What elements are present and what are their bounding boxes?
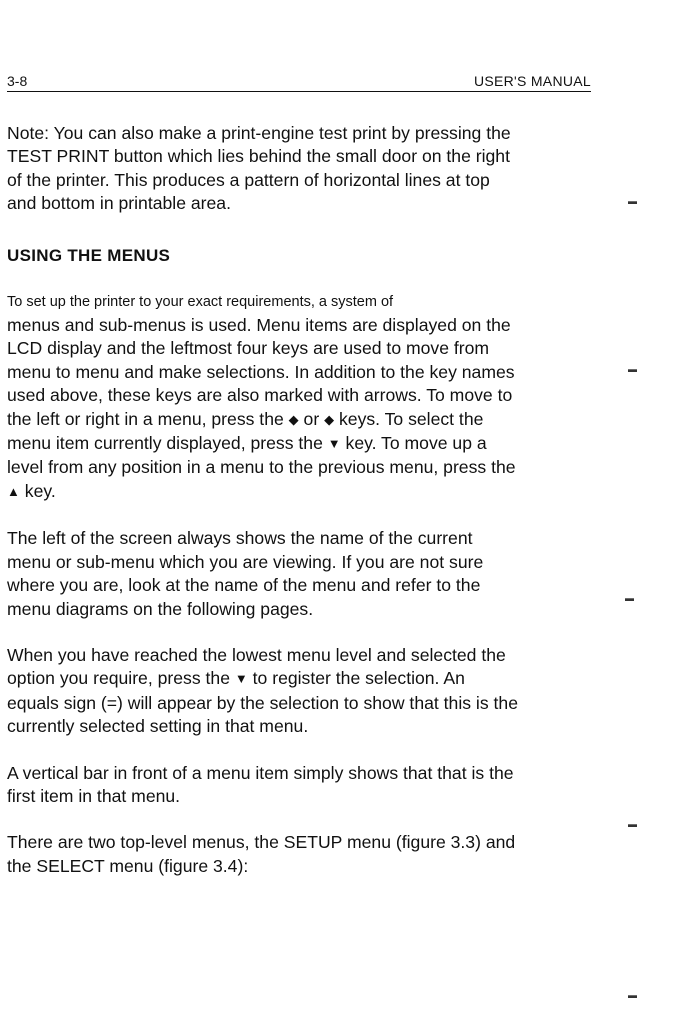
lowest-level-paragraph: When you have reached the lowest menu level and selected the option you require, press the ▼ to register the selection. An equals sign (=) will appear by the selection to show that this is the currently selected setting in that menu.: [7, 644, 518, 737]
scan-mark-icon: ▬: [628, 196, 637, 206]
scan-mark-icon: ▬: [628, 364, 637, 374]
section-heading: USING THE MENUS: [7, 245, 171, 265]
scan-mark-icon: ▬: [628, 819, 637, 829]
left-arrow-icon: ◆: [288, 411, 299, 427]
up-arrow-icon: ▲: [7, 483, 20, 499]
page-header: [7, 71, 591, 92]
note-paragraph: Note: You can also make a print-engine test print by pressing the TEST PRINT button which lies behind the small door on the right of the printer. This produces a pattern of horizontal lines at top and bottom in printable area.: [7, 123, 511, 214]
page-body: [7, 122, 607, 878]
scan-mark-icon: ▬: [625, 593, 634, 603]
menus-paragraph: To set up the printer to your exact requirements, a system of menus and sub-menus is used. Menu items are displayed on the LCD display and the leftmost four keys are used to move from menu to menu and make selections. In addition to the key names used above, these keys are also marked with arrows. To move to the left or right in a menu, press the ◆ or ◆ keys. To select the menu item currently displayed, press the ▼ key. To move up a level from any position in a menu to the previous menu, press the ▲ key.: [7, 293, 516, 501]
right-arrow-icon: ◆: [324, 411, 335, 427]
running-title: USER'S MANUAL: [473, 73, 591, 89]
screen-paragraph: The left of the screen always shows the name of the current menu or sub-menu which you are viewing. If you are not sure where you are, look at the name of the menu and refer to the menu diagrams on the following pages.: [7, 528, 484, 619]
page-number: 3-8: [7, 73, 28, 89]
vertical-bar-paragraph: A vertical bar in front of a menu item simply shows that that is the first item in that menu.: [7, 762, 514, 806]
top-level-menus-paragraph: There are two top-level menus, the SETUP menu (figure 3.3) and the SELECT menu (figure 3.4):: [7, 832, 516, 876]
down-arrow-icon: ▼: [327, 436, 341, 452]
down-arrow-icon: ▼: [234, 671, 248, 687]
scan-mark-icon: ▬: [628, 990, 637, 1000]
